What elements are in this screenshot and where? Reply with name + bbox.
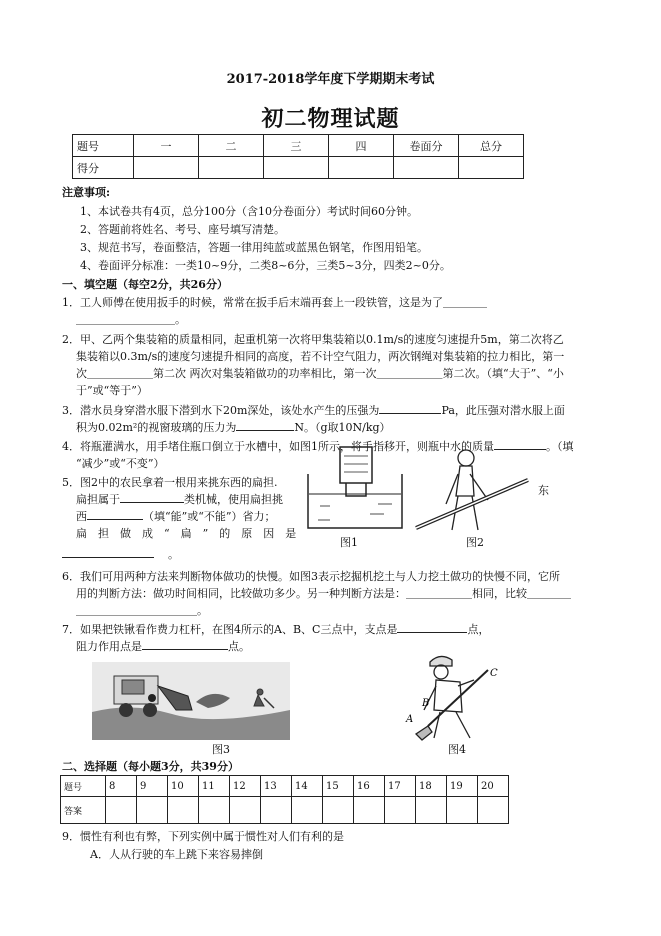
figure-2-diagram — [412, 444, 534, 534]
question-9-option-a[interactable]: A．人从行驶的车上跳下来容易摔倒 — [90, 848, 263, 861]
question-2-line: 集装箱以0.3m/s的速度匀速提升相同的高度，若不计空气阻力，两次钢绳对集装箱的拉力相比，第一 — [76, 350, 565, 363]
question-4-line: “减少”或“不变”） — [76, 457, 165, 470]
question-7-text: 阻力作用点是 — [76, 640, 142, 653]
point-a-label: A — [406, 714, 414, 725]
answer-cell[interactable] — [261, 797, 292, 824]
question-4-text: 。（填 — [546, 440, 574, 453]
section2-title: 二、选择题（每小题3分，共39分） — [62, 760, 239, 773]
answer-table — [60, 775, 509, 824]
question-6-line: 6．我们可用两种方法来判断物体做功的快慢。如图3表示挖掘机挖土与人力挖土做功的快慢不同，它所 — [62, 570, 560, 583]
answer-table-answer-label: 答案 — [61, 797, 106, 824]
answer-cell[interactable] — [199, 797, 230, 824]
answer-cell[interactable] — [416, 797, 447, 824]
question-5-line: 5．图2中的农民拿着一根用来挑东西的扁担. — [62, 476, 278, 489]
answer-cell[interactable] — [230, 797, 261, 824]
answer-blank[interactable] — [397, 621, 467, 633]
score-cell[interactable] — [329, 157, 394, 179]
question-number-cell: 19 — [447, 776, 478, 797]
notice-item: 2、答题前将姓名、考号、座号填写清楚。 — [80, 223, 285, 236]
question-5-word: 东 — [538, 484, 549, 497]
question-7-line — [62, 621, 489, 638]
exam-title: 初二物理试题 — [261, 106, 400, 132]
answer-blank[interactable] — [379, 402, 441, 414]
question-5-text: 类机械，使用扁担挑 — [184, 493, 283, 506]
question-number-cell: 10 — [168, 776, 199, 797]
question-1-line: 1．工人师傅在使用扳手的时候，常常在扳手后末端再套上一段铁管，这是为了＿＿＿＿ — [62, 296, 487, 309]
question-2-line: 2．甲、乙两个集装箱的质量相同，起重机第一次将甲集装箱以0.1m/s的速度匀速提升5m，第二次将乙 — [62, 333, 564, 346]
question-7-line — [76, 638, 250, 655]
answer-blank[interactable] — [236, 419, 294, 431]
answer-cell[interactable] — [385, 797, 416, 824]
answer-cell[interactable] — [106, 797, 137, 824]
notice-item: 1、本试卷共有4页，总分100分（含10分卷面分）考试时间60分钟。 — [80, 205, 418, 218]
answer-blank[interactable] — [87, 508, 143, 520]
score-header-cell: 三 — [264, 135, 329, 157]
question-3-line — [62, 402, 565, 419]
question-6-line: 用的判断方法：做功时间相同，比较做功多少。另一种判断方法是：＿＿＿＿＿＿相同，比较＿＿＿＿ — [76, 587, 571, 600]
question-3-line — [76, 419, 391, 436]
score-header-cell: 卷面分 — [394, 135, 459, 157]
question-5-line — [76, 508, 276, 525]
question-1-line: ＿＿＿＿＿＿＿＿＿。 — [76, 313, 186, 326]
answer-table-head: 题号 — [61, 776, 106, 797]
section1-title: 一、填空题（每空2分，共26分） — [62, 278, 228, 291]
figure-2-caption: 图2 — [466, 536, 484, 549]
question-number-cell: 20 — [478, 776, 509, 797]
farmer-with-pole-icon — [416, 450, 528, 530]
question-number-cell: 12 — [230, 776, 261, 797]
answer-cell[interactable] — [447, 797, 478, 824]
answer-cell[interactable] — [354, 797, 385, 824]
answer-cell[interactable] — [478, 797, 509, 824]
answer-cell[interactable] — [137, 797, 168, 824]
answer-cell[interactable] — [323, 797, 354, 824]
answer-blank[interactable] — [62, 546, 154, 558]
point-c-label: C — [490, 668, 498, 679]
notice-item: 3、规范书写，卷面整洁，答题一律用纯蓝或蓝黑色钢笔，作图用铅笔。 — [80, 241, 428, 254]
question-number-cell: 13 — [261, 776, 292, 797]
question-number-cell: 8 — [106, 776, 137, 797]
score-row-label: 得分 — [73, 157, 134, 179]
inverted-bottle-icon — [340, 447, 372, 496]
question-3-text: N。（g取10N/kg） — [294, 421, 391, 434]
figure-1-diagram — [300, 444, 410, 534]
question-7-text: 7．如果把铁锹看作费力杠杆，在图4所示的A、B、C三点中，支点是 — [62, 623, 398, 636]
notice-title: 注意事项: — [62, 186, 111, 199]
question-4-text: 4．将瓶灌满水，用手堵住瓶口倒立于水槽中，如图1所示，将手指移开，则瓶中水的质量 — [62, 440, 494, 453]
question-5-text: 。 — [168, 548, 179, 561]
question-5-text: 扁担属于 — [76, 493, 120, 506]
figure-4-caption: 图4 — [448, 743, 466, 756]
figure-4-diagram — [400, 652, 510, 742]
score-header-cell: 总分 — [459, 135, 524, 157]
question-number-cell: 15 — [323, 776, 354, 797]
answer-blank[interactable] — [142, 638, 228, 650]
score-table — [72, 134, 524, 179]
question-2-line: 次＿＿＿＿＿＿第二次 两次对集装箱做功的功率相比，第一次＿＿＿＿＿＿第二次。（填“大于”、“小 — [76, 367, 564, 380]
question-number-cell: 9 — [137, 776, 168, 797]
question-6-line: ＿＿＿＿＿＿＿＿＿＿＿。 — [76, 604, 208, 617]
score-cell[interactable] — [264, 157, 329, 179]
question-number-cell: 14 — [292, 776, 323, 797]
question-3-text: 积为0.02m²的视窗玻璃的压力为 — [76, 421, 237, 434]
question-number-cell: 17 — [385, 776, 416, 797]
score-cell[interactable] — [394, 157, 459, 179]
question-5-text: 西 — [76, 510, 87, 523]
question-3-text: Pa，此压强对潜水服上面 — [441, 404, 565, 417]
question-5-text: （填“能”或“不能”）省力； — [143, 510, 276, 523]
figure-3-diagram — [92, 662, 290, 740]
score-cell[interactable] — [459, 157, 524, 179]
question-number-cell: 18 — [416, 776, 447, 797]
question-5-line — [76, 491, 283, 508]
answer-cell[interactable] — [292, 797, 323, 824]
question-number-cell: 11 — [199, 776, 230, 797]
figure-1-caption: 图1 — [340, 536, 358, 549]
question-5-line — [62, 546, 179, 563]
figure-3-caption: 图3 — [212, 743, 230, 756]
question-7-text: 点。 — [228, 640, 250, 653]
question-5-line: 扁 担 做 成 “ 扁 ” 的 原 因 是 — [76, 527, 297, 540]
answer-cell[interactable] — [168, 797, 199, 824]
score-header-cell: 一 — [134, 135, 199, 157]
question-number-cell: 16 — [354, 776, 385, 797]
question-3-text: 3．潜水员身穿潜水服下潜到水下20m深处，该处水产生的压强为 — [62, 404, 380, 417]
answer-blank[interactable] — [120, 491, 184, 503]
score-header-cell: 四 — [329, 135, 394, 157]
question-9-stem: 9．惯性有利也有弊，下列实例中属于惯性对人们有利的是 — [62, 830, 344, 843]
question-7-text: 点， — [467, 623, 490, 636]
score-header-cell: 题号 — [73, 135, 134, 157]
point-b-label: B — [422, 698, 430, 709]
water-trough-icon — [308, 474, 402, 528]
exam-subtitle: 2017-2018学年度下学期期末考试 — [226, 72, 435, 87]
score-cell[interactable] — [134, 157, 199, 179]
score-cell[interactable] — [199, 157, 264, 179]
score-header-cell: 二 — [199, 135, 264, 157]
notice-item: 4、卷面评分标准：一类10~9分，二类8~6分，三类5~3分，四类2~0分。 — [80, 259, 451, 272]
question-2-line: 于”或“等于”） — [76, 384, 148, 397]
